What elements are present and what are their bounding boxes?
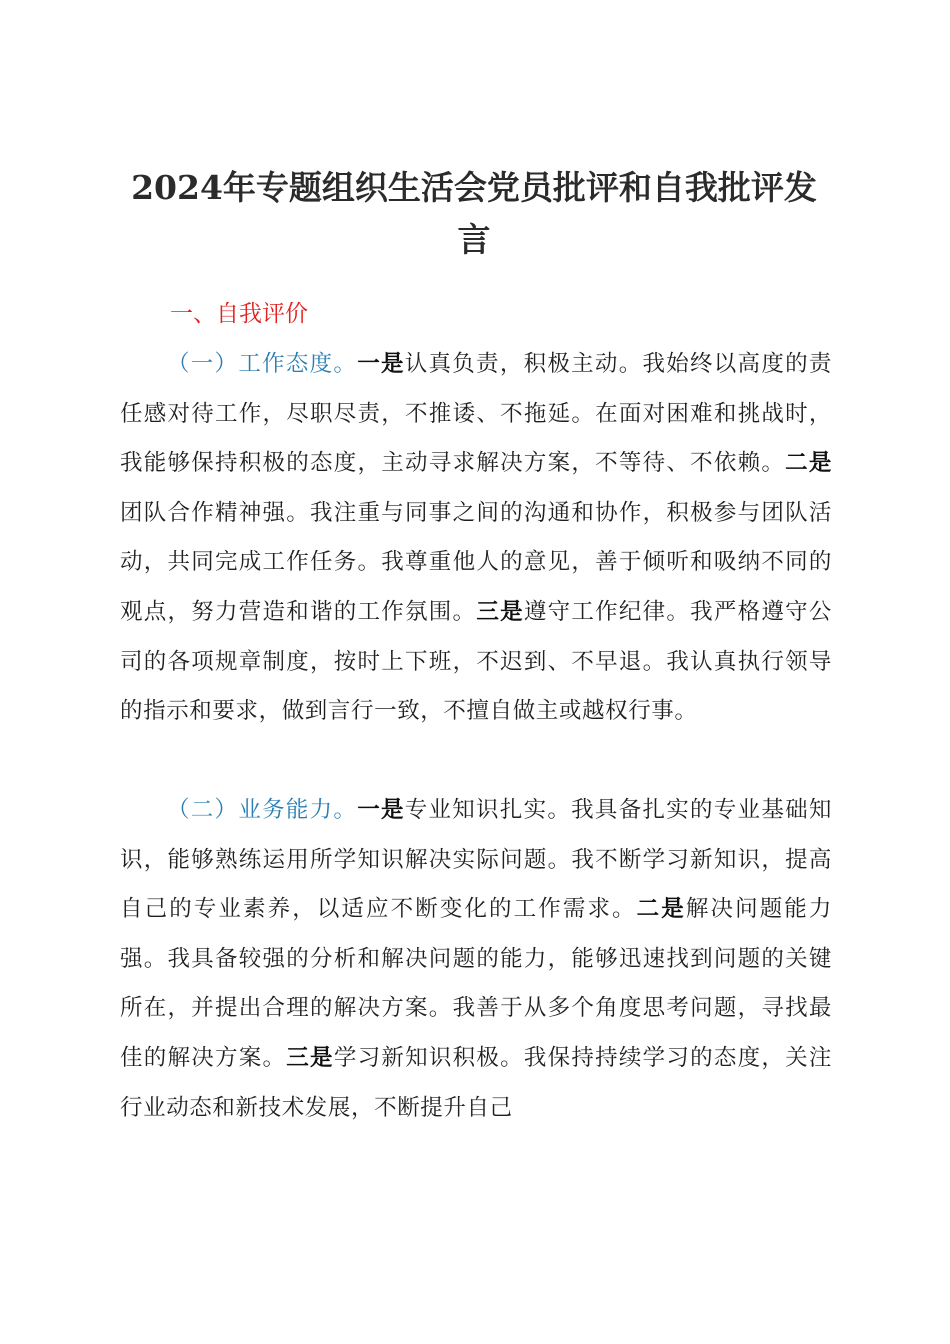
point-lead: 三是 [476,598,524,625]
document-title: 2024年专题组织生活会党员批评和自我批评发言 [131,168,817,259]
point-lead: 二是 [785,450,832,477]
point-text: 专业知识扎实。我具备扎实的专业基础知识，能够熟练运用所学知识解决实际问题。我不断学习新知识，提高自己的专业素养，以适应不断变化的工作需求。 [120,797,832,923]
point-text: 认真负责，积极主动。我始终以高度的责任感对待工作，尽职尽责，不推诿、不拖延。在面对困难和挑战时，我能够保持积极的态度，主动寻求解决方案，不等待、不依赖。 [120,351,832,477]
point-lead: 二是 [636,896,686,923]
subsection-heading-work-attitude: （一）工作态度。 [167,351,358,377]
point-text: 解决问题能力强。我具备较强的分析和解决问题的能力，能够迅速找到问题的关键所在，并提出合理的解决方案。我善于从多个角度思考问题，寻找最佳的解决方案。 [120,896,833,1071]
point-lead: 三是 [286,1044,334,1071]
paragraph-business-ability [120,786,832,1133]
point-text: 遵守工作纪律。我严格遵守公司的各项规章制度，按时上下班，不迟到、不早退。我认真执行领导的指示和要求，做到言行一致，不擅自做主或越权行事。 [120,598,832,725]
subsection-heading-business-ability: （二）业务能力。 [167,797,358,823]
point-lead: 一是 [357,351,405,377]
point-text: 学习新知识积极。我保持持续学习的态度，关注行业动态和新技术发展，不断提升自己 [120,1044,833,1121]
point-lead: 一是 [357,797,405,823]
point-text: 团队合作精神强。我注重与同事之间的沟通和协作，积极参与团队活动，共同完成工作任务。我尊重他人的意见，善于倾听和吸纳不同的观点，努力营造和谐的工作氛围。 [120,499,832,625]
section-heading-self-evaluation: 一、自我评价 [170,301,308,327]
paragraph-work-attitude [120,340,832,737]
